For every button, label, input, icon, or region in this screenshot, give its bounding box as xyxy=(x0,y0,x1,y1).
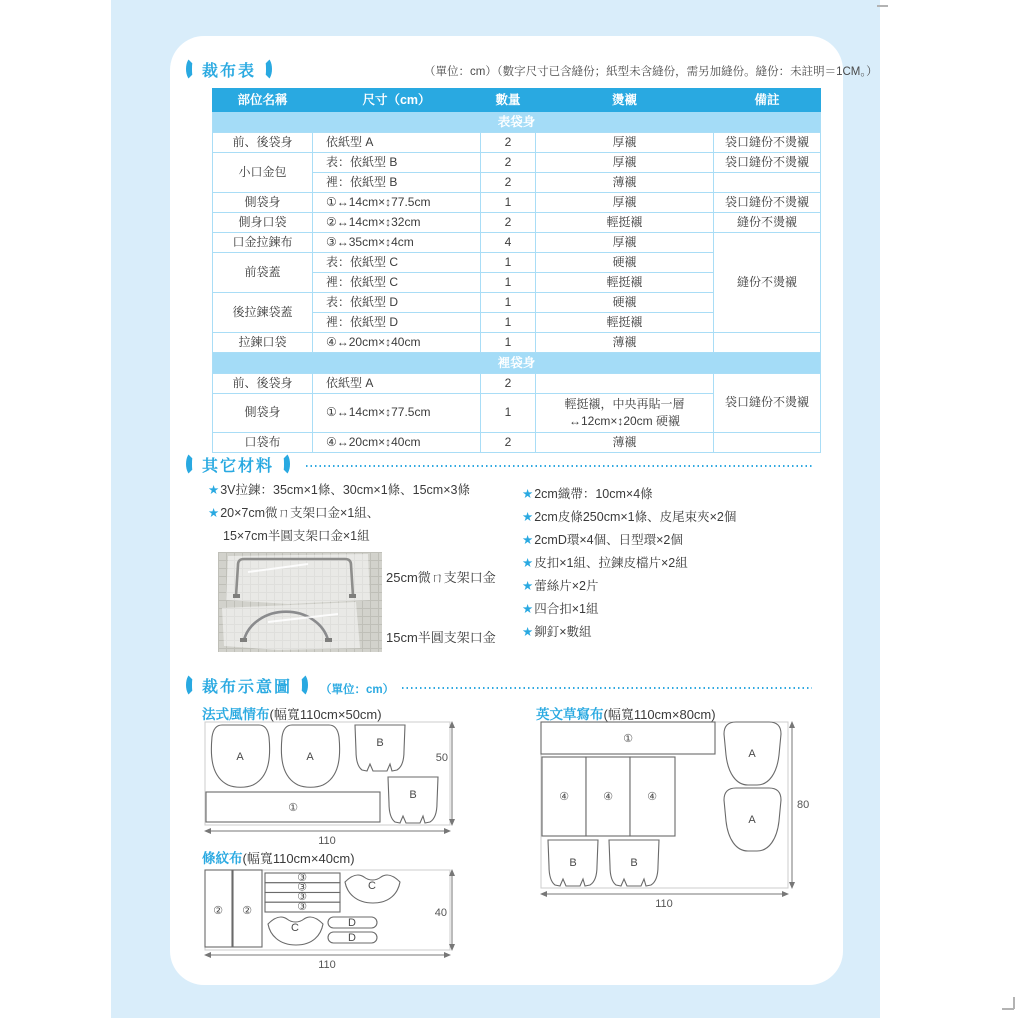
svg-text:C: C xyxy=(368,880,376,892)
list-item: ★鉚釘×數組 xyxy=(522,625,592,639)
svg-text:③: ③ xyxy=(297,872,307,884)
table-row: 側袋身 ①↔14cm×↕77.5cm 1 厚襯 袋口縫份不燙襯 xyxy=(213,193,821,213)
section-title-text: 裁布表 xyxy=(202,62,257,80)
svg-text:③: ③ xyxy=(297,881,307,894)
svg-text:B: B xyxy=(409,789,417,801)
frame-photo-drawing xyxy=(218,552,382,652)
bracket-right-icon xyxy=(277,452,290,476)
list-item: ★四合扣×1組 xyxy=(522,602,599,616)
svg-text:B: B xyxy=(569,857,577,869)
crop-mark xyxy=(1013,997,1015,1009)
col-header-fusing: 燙襯 xyxy=(536,89,714,112)
svg-text:①: ① xyxy=(623,733,633,745)
bracket-right-icon xyxy=(295,673,308,697)
svg-text:A: A xyxy=(306,751,314,763)
list-item: ★2cm織帶：10cm×4條 xyxy=(522,487,653,501)
svg-text:③: ③ xyxy=(297,901,307,913)
section-band-lining: 裡袋身 xyxy=(213,353,821,374)
table-row: 前、後袋身 依紙型 A 2 袋口縫份不燙襯 xyxy=(213,374,821,394)
svg-text:④: ④ xyxy=(559,791,569,803)
plastic-bag xyxy=(226,554,370,604)
section-title-materials xyxy=(186,452,290,476)
table-row: 裡：依紙型 B 2 薄襯 xyxy=(213,173,821,193)
photo-label-bottom: 15cm半圓支架口金 xyxy=(386,630,496,645)
table-row: 側身口袋 ②↔14cm×↕32cm 2 輕挺襯 縫份不燙襯 xyxy=(213,213,821,233)
fabric1-layout-diagram xyxy=(200,720,460,846)
svg-text:②: ② xyxy=(213,905,223,917)
dotted-divider xyxy=(306,465,812,467)
cutting-table xyxy=(212,88,821,453)
table-row: 後拉鍊袋蓋 表：依紙型 D 1 硬襯 xyxy=(213,293,821,313)
col-header-size: 尺寸（cm） xyxy=(313,89,481,112)
fabric3-title: 英文草寫布(幅寬110cm×80cm) xyxy=(536,707,716,722)
list-item: ★蕾絲片×2片 xyxy=(522,579,599,593)
svg-text:40: 40 xyxy=(434,907,447,919)
list-item: ★20×7cm微ㄇ支架口金×1組、 xyxy=(208,506,380,520)
dotted-divider xyxy=(402,687,812,689)
bracket-left-icon xyxy=(186,57,199,81)
frame-hinge xyxy=(233,594,240,598)
materials-list-right xyxy=(522,483,736,644)
section-title-cutting-table xyxy=(186,57,272,81)
svg-text:B: B xyxy=(630,857,638,869)
svg-text:110: 110 xyxy=(318,835,336,846)
merged-note-cell: 縫份不燙襯 xyxy=(714,233,821,333)
svg-text:C: C xyxy=(291,922,299,934)
table-row: 小口金包 表：依紙型 B 2 厚襯 袋口縫份不燙襯 xyxy=(213,153,821,173)
layout-unit-note: （單位：cm） xyxy=(320,684,395,696)
list-item: ★2cmD環×4個、日型環×2個 xyxy=(522,533,683,547)
svg-text:①: ① xyxy=(288,802,298,814)
col-header-note: 備註 xyxy=(714,89,821,112)
svg-text:④: ④ xyxy=(603,791,613,803)
materials-list-left xyxy=(208,479,470,548)
svg-text:③: ③ xyxy=(297,891,307,904)
table-row: 口金拉鍊布 ③↔35cm×↕4cm 4 厚襯 縫份不燙襯 xyxy=(213,233,821,253)
svg-text:110: 110 xyxy=(318,959,336,969)
frame-hinge xyxy=(325,638,332,642)
photo-label-top: 25cm微ㄇ支架口金 xyxy=(386,570,496,585)
table-row: 裡：依紙型 D 1 輕挺襯 xyxy=(213,313,821,333)
svg-text:110: 110 xyxy=(655,898,673,910)
col-header-part: 部位名稱 xyxy=(213,89,313,112)
crop-mark xyxy=(877,5,888,7)
col-header-qty: 數量 xyxy=(481,89,536,112)
fabric2-title: 條紋布(幅寬110cm×40cm) xyxy=(202,851,355,866)
table-row: 側袋身 ①↔14cm×↕77.5cm 1 輕挺襯，中央再貼一層 ↔12cm×↕20cm 硬襯 xyxy=(213,394,821,433)
frame-hinge xyxy=(240,638,247,642)
list-item: ★2cm皮條250cm×1條、皮尾束夾×2個 xyxy=(522,510,737,524)
fabric2-layout-diagram xyxy=(200,864,460,969)
table-row: 前、後袋身 依紙型 A 2 厚襯 袋口縫份不燙襯 xyxy=(213,133,821,153)
fabric3-layout-diagram xyxy=(533,718,818,913)
frame-hinge xyxy=(349,594,356,598)
svg-text:D: D xyxy=(348,932,356,944)
list-item: ★3V拉鍊：35cm×1條、30cm×1條、15cm×3條 xyxy=(208,483,470,497)
svg-text:A: A xyxy=(236,751,244,763)
svg-text:D: D xyxy=(348,917,356,929)
section-title-text: 裁布示意圖 xyxy=(202,678,293,696)
bracket-left-icon xyxy=(186,673,199,697)
svg-text:B: B xyxy=(376,737,384,749)
list-item: 15×7cm半圓支架口金×1組 xyxy=(223,529,370,543)
plastic-bag xyxy=(222,602,360,650)
table-row: 裡：依紙型 C 1 輕挺襯 xyxy=(213,273,821,293)
table-row: 前袋蓋 表：依紙型 C 1 硬襯 xyxy=(213,253,821,273)
bracket-left-icon xyxy=(186,452,199,476)
list-item: ★皮扣×1組、拉鍊皮檔片×2組 xyxy=(522,556,688,570)
svg-text:50: 50 xyxy=(435,752,448,764)
table-header-row xyxy=(213,89,821,112)
table-row: 口袋布 ④↔20cm×↕40cm 2 薄襯 xyxy=(213,433,821,453)
svg-text:A: A xyxy=(748,748,756,760)
fabric1-title: 法式風情布(幅寬110cm×50cm) xyxy=(202,707,382,722)
cutting-table-note: （單位：cm）（數字尺寸已含縫份；紙型未含縫份，需另加縫份。縫份：未註明＝1CM。） xyxy=(424,66,878,78)
frame-photo xyxy=(218,552,382,652)
svg-text:②: ② xyxy=(242,905,252,917)
svg-text:80: 80 xyxy=(797,799,810,811)
bracket-right-icon xyxy=(259,57,272,81)
table-row: 拉鍊口袋 ④↔20cm×↕40cm 1 薄襯 xyxy=(213,333,821,353)
section-title-layout xyxy=(186,673,308,697)
section-band-outer: 表袋身 xyxy=(213,112,821,133)
merged-note-cell: 袋口縫份不燙襯 xyxy=(714,374,821,433)
svg-text:A: A xyxy=(748,814,756,826)
section-title-text: 其它材料 xyxy=(202,457,275,475)
svg-text:④: ④ xyxy=(647,791,657,803)
